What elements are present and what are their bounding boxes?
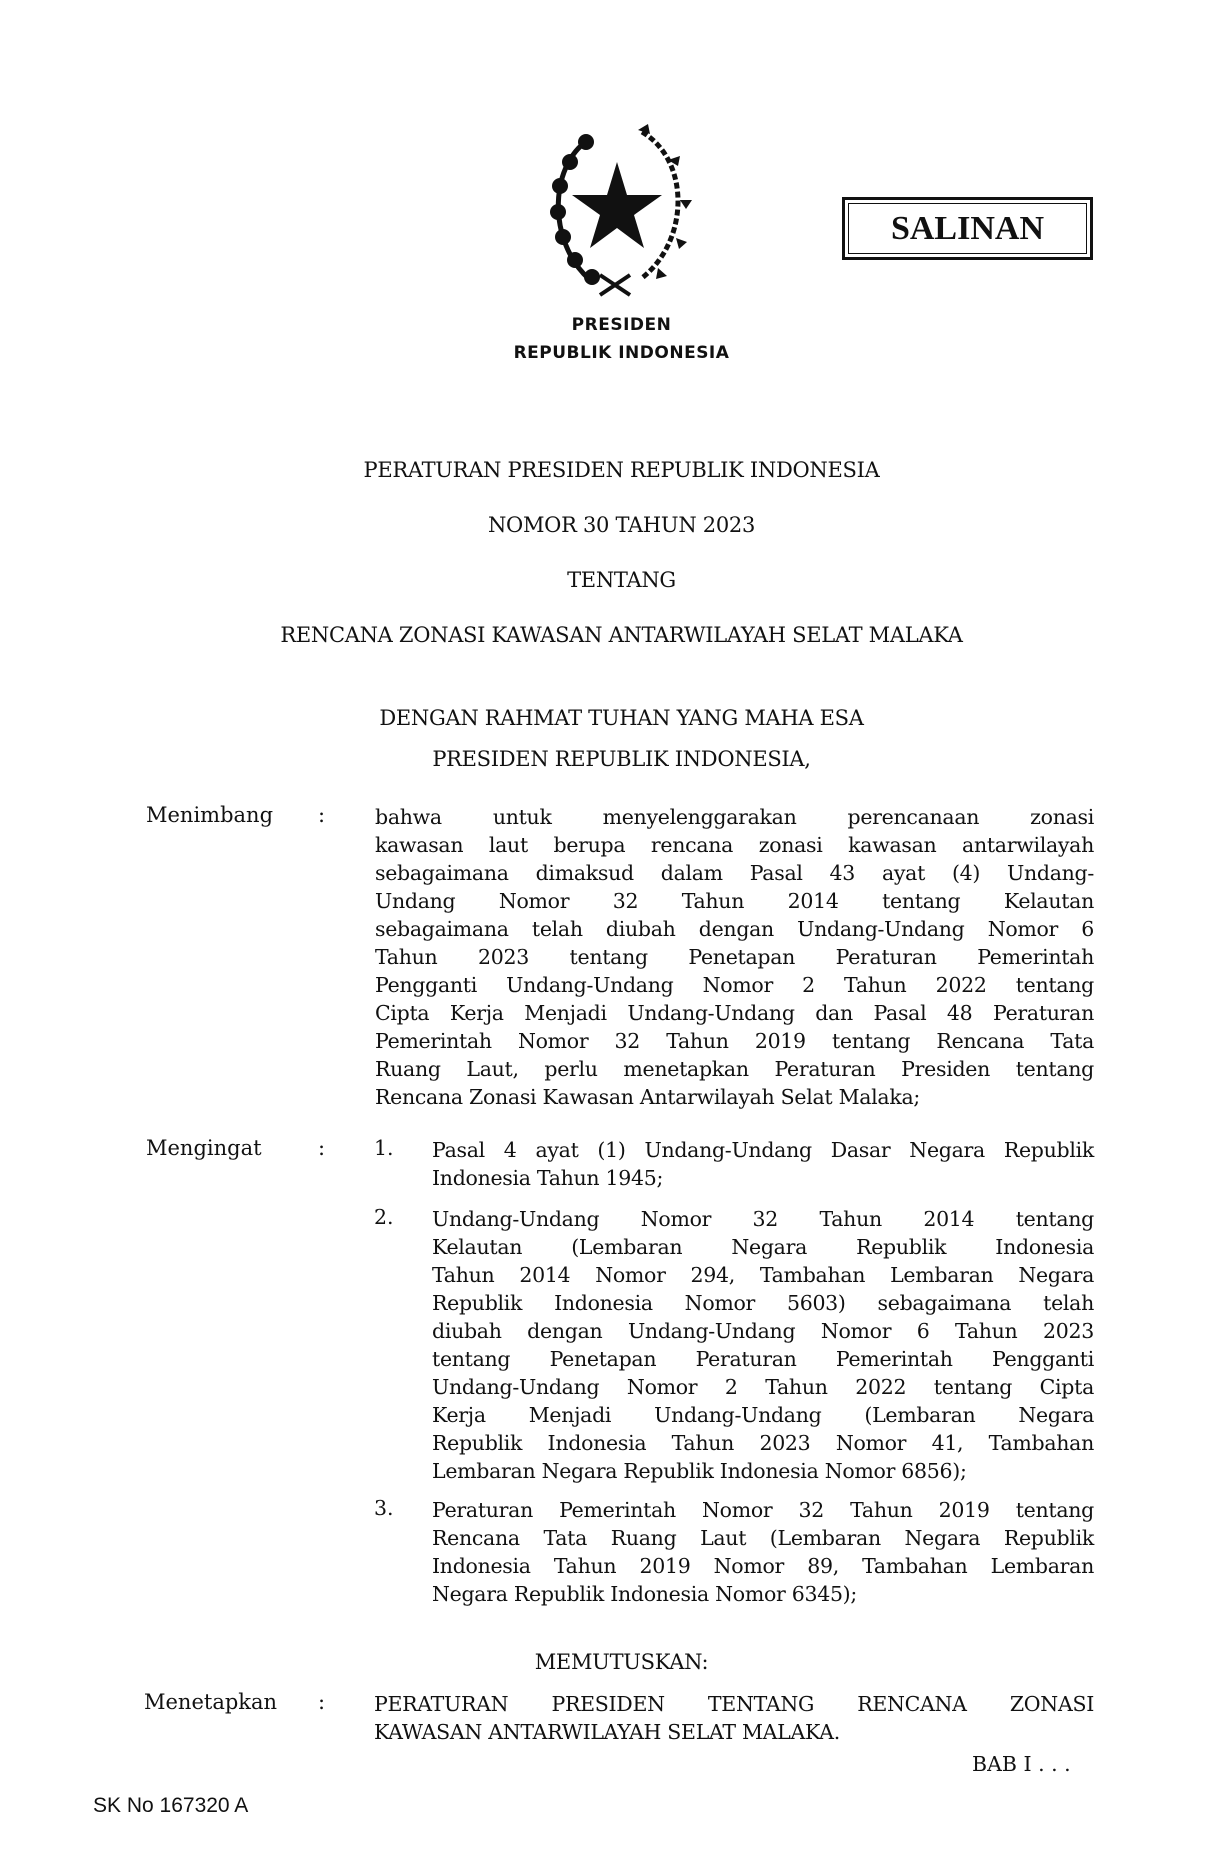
text-line: Ruang Laut, perlu menetapkan Peraturan Presiden tentang	[375, 1057, 1094, 1081]
menetapkan-label: Menetapkan	[144, 1690, 278, 1714]
mengingat-item-2-number: 2.	[374, 1205, 394, 1229]
text-line: Lembaran Negara Republik Indonesia Nomor 6856);	[432, 1459, 967, 1483]
text-line: Tahun 2014 Nomor 294, Tambahan Lembaran Negara	[432, 1263, 1094, 1287]
footer-code: SK No 167320 A	[93, 1794, 249, 1817]
text-line: Rencana Tata Ruang Laut (Lembaran Negara Republik	[432, 1526, 1094, 1550]
text-line: Pemerintah Nomor 32 Tahun 2019 tentang Rencana Tata	[375, 1029, 1094, 1053]
regulation-subject: RENCANA ZONASI KAWASAN ANTARWILAYAH SELAT MALAKA	[280, 623, 963, 647]
text-line: sebagaimana telah diubah dengan Undang-Undang Nomor 6	[375, 917, 1094, 941]
menimbang-text	[375, 803, 1094, 1111]
text-line: Kerja Menjadi Undang-Undang (Lembaran Negara	[432, 1403, 1094, 1427]
text-line: sebagaimana dimaksud dalam Pasal 43 ayat (4) Undang-	[375, 861, 1094, 885]
star-icon	[572, 162, 662, 248]
regulation-title: PERATURAN PRESIDEN REPUBLIK INDONESIA	[363, 458, 880, 482]
text-line: Kelautan (Lembaran Negara Republik Indonesia	[432, 1235, 1094, 1259]
mengingat-item-2	[432, 1205, 1094, 1485]
text-line: KAWASAN ANTARWILAYAH SELAT MALAKA.	[374, 1720, 840, 1744]
continuation-marker: BAB I . . .	[972, 1752, 1071, 1776]
text-line: Undang-Undang Nomor 32 Tahun 2014 tentang	[432, 1207, 1094, 1231]
text-line: Republik Indonesia Nomor 5603) sebagaimana telah	[432, 1291, 1094, 1315]
mengingat-item-3-number: 3.	[374, 1496, 394, 1520]
regulation-about: TENTANG	[567, 568, 676, 592]
mengingat-label: Mengingat	[146, 1136, 262, 1160]
text-line: tentang Penetapan Peraturan Pemerintah Pengganti	[432, 1347, 1094, 1371]
menimbang-colon: :	[318, 803, 326, 827]
text-line: bahwa untuk menyelenggarakan perencanaan zonasi	[375, 805, 1094, 829]
text-line: PERATURAN PRESIDEN TENTANG RENCANA ZONASI	[374, 1692, 1094, 1716]
text-line: Indonesia Tahun 2019 Nomor 89, Tambahan Lembaran	[432, 1554, 1094, 1578]
issuer: PRESIDEN REPUBLIK INDONESIA,	[432, 747, 811, 771]
menetapkan-colon: :	[318, 1690, 326, 1714]
text-line: Peraturan Pemerintah Nomor 32 Tahun 2019 tentang	[432, 1498, 1094, 1522]
invocation: DENGAN RAHMAT TUHAN YANG MAHA ESA	[379, 706, 864, 730]
text-line: Indonesia Tahun 1945;	[432, 1166, 664, 1190]
text-line: Pengganti Undang-Undang Nomor 2 Tahun 2022 tentang	[375, 973, 1094, 997]
mengingat-item-3	[432, 1496, 1094, 1608]
text-line: Tahun 2023 tentang Penetapan Peraturan Pemerintah	[375, 945, 1094, 969]
mengingat-item-1-number: 1.	[374, 1136, 394, 1160]
text-line: Undang Nomor 32 Tahun 2014 tentang Kelautan	[375, 889, 1094, 913]
salinan-stamp: SALINAN	[842, 197, 1093, 260]
menetapkan-text	[374, 1690, 1094, 1746]
mengingat-item-1	[432, 1136, 1094, 1192]
text-line: Cipta Kerja Menjadi Undang-Undang dan Pasal 48 Peraturan	[375, 1001, 1094, 1025]
mengingat-colon: :	[318, 1136, 326, 1160]
text-line: Undang-Undang Nomor 2 Tahun 2022 tentang Cipta	[432, 1375, 1094, 1399]
text-line: Republik Indonesia Tahun 2023 Nomor 41, Tambahan	[432, 1431, 1094, 1455]
memutuskan-heading: MEMUTUSKAN:	[534, 1650, 709, 1674]
org-line-president: PRESIDEN	[571, 315, 672, 335]
text-line: kawasan laut berupa rencana zonasi kawasan antarwilayah	[375, 833, 1094, 857]
text-line: Pasal 4 ayat (1) Undang-Undang Dasar Negara Republik	[432, 1138, 1094, 1162]
regulation-number: NOMOR 30 TAHUN 2023	[487, 513, 756, 537]
text-line: diubah dengan Undang-Undang Nomor 6 Tahun 2023	[432, 1319, 1094, 1343]
text-line: Negara Republik Indonesia Nomor 6345);	[432, 1582, 857, 1606]
menimbang-label: Menimbang	[146, 803, 274, 827]
text-line: Rencana Zonasi Kawasan Antarwilayah Selat Malaka;	[375, 1085, 921, 1109]
org-line-republic: REPUBLIK INDONESIA	[513, 343, 730, 363]
presidential-emblem	[530, 120, 705, 300]
